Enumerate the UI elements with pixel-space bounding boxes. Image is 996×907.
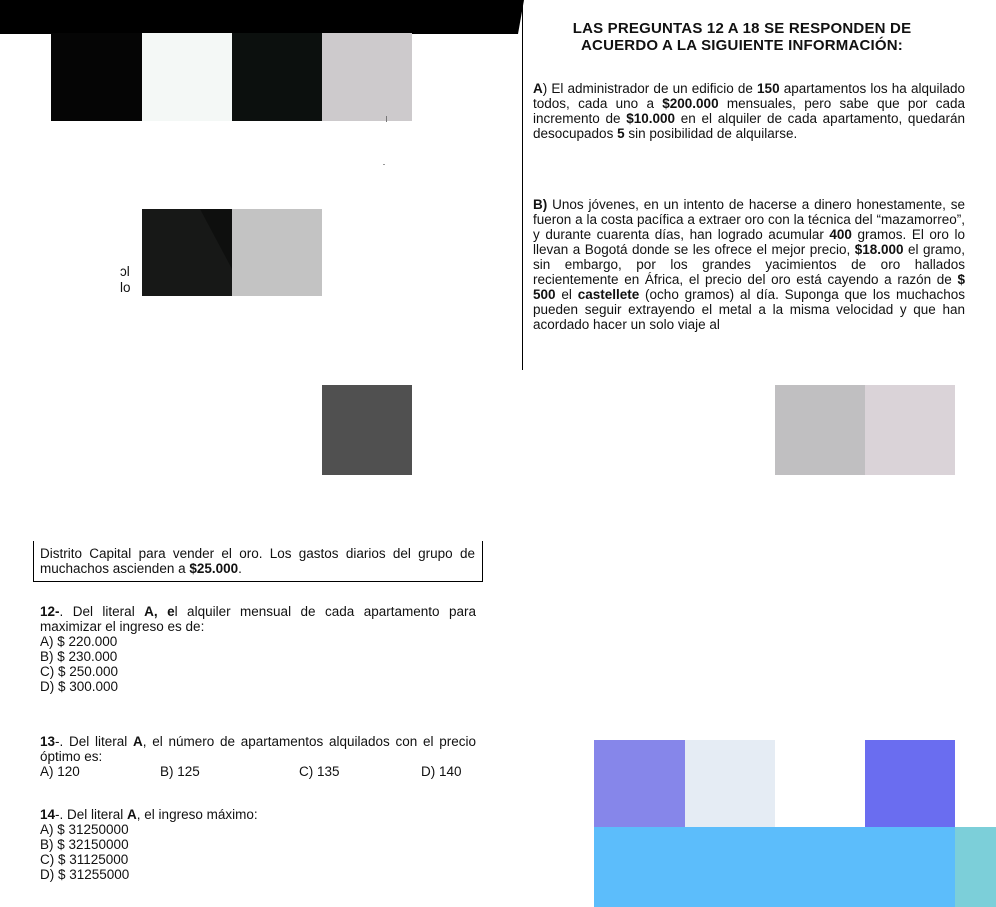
tile-dark xyxy=(232,33,322,121)
tile-silver xyxy=(775,385,865,475)
scan-mark xyxy=(386,116,387,122)
top-black-band xyxy=(0,0,530,34)
question-12-stem: 12-. Del literal A, el alquiler mensual de cada apartamento para maximizar el ingreso es de: xyxy=(40,604,476,634)
paragraph-b: B) Unos jóvenes, en un intento de hacerse a dinero honestamente, se fueron a la costa pacífica a extraer oro con la técnica del “mazamorreo”, y durante cuarenta días, han logrado acumular 400 gramos. El oro lo llevan a Bogotá donde se les ofrece el mejor precio, $18.000 el gramo, sin embargo, por los grandes yacimientos de oro hallados recientemente en África, el precio del oro está cayendo a razón de $ 500 el castellete (ocho gramos) al día. Suponga que los muchachos pueden seguir extrayendo el metal a la misma velocidad y que han acordado hacer un solo viaje al xyxy=(533,197,965,332)
scan-dot xyxy=(383,164,385,165)
paragraph-b-continued: Distrito Capital para vender el oro. Los gastos diarios del grupo de muchachos ascienden a $25.000. xyxy=(40,546,475,576)
tile-mid-gray xyxy=(322,385,412,475)
question-13 xyxy=(40,734,476,780)
option-12-c[interactable]: C) $ 250.000 xyxy=(40,664,119,679)
tile-pale-blue xyxy=(685,740,775,828)
tile-pink-gray xyxy=(865,385,955,475)
label-a: A xyxy=(533,81,543,96)
option-12-b[interactable]: B) $ 230.000 xyxy=(40,649,118,664)
option-13-a[interactable]: A) 120 xyxy=(40,764,80,779)
tile-violet xyxy=(594,740,685,828)
option-13-c[interactable]: C) 135 xyxy=(299,764,340,779)
question-14 xyxy=(40,807,476,882)
option-13-b[interactable]: B) 125 xyxy=(160,764,200,779)
option-14-b[interactable]: B) $ 32150000 xyxy=(40,837,129,852)
continuation-box-left-border xyxy=(33,541,34,582)
side-fragment-2: lo xyxy=(120,280,131,295)
info-title-line1: LAS PREGUNTAS 12 A 18 SE RESPONDEN DE xyxy=(572,20,912,37)
tile-gray xyxy=(322,33,412,121)
option-14-a[interactable]: A) $ 31250000 xyxy=(40,822,129,837)
tile-sky-wide xyxy=(594,827,955,907)
tile-teal xyxy=(955,827,996,907)
option-12-d[interactable]: D) $ 300.000 xyxy=(40,679,119,694)
option-14-d[interactable]: D) $ 31255000 xyxy=(40,867,130,882)
tile-dark-diagonal xyxy=(142,209,232,296)
tile-light-gray xyxy=(232,209,322,296)
question-12 xyxy=(40,604,476,694)
tile-black xyxy=(51,33,142,121)
option-12-a[interactable]: A) $ 220.000 xyxy=(40,634,118,649)
side-fragment-1: ɔl xyxy=(120,264,130,279)
option-13-d[interactable]: D) 140 xyxy=(421,764,462,779)
tile-white xyxy=(142,33,232,121)
info-box-border xyxy=(522,0,523,370)
continuation-box-bottom-border xyxy=(33,581,483,582)
paragraph-a: A) El administrador de un edificio de 150 apartamentos los ha alquilado todos, cada uno a $200.000 mensuales, pero sabe que por cada incremento de $10.000 en el alquiler de cada apartamento, quedarán desocupados 5 sin posibilidad de alquilarse. xyxy=(533,81,965,141)
option-14-c[interactable]: C) $ 31125000 xyxy=(40,852,129,867)
question-14-stem: 14-. Del literal A, el ingreso máximo: xyxy=(40,807,258,822)
info-title xyxy=(530,20,954,54)
info-title-line2: ACUERDO A LA SIGUIENTE INFORMACIÓN: xyxy=(581,37,903,54)
label-b: B) xyxy=(533,197,548,212)
continuation-box-right-border xyxy=(482,541,483,582)
tile-blue xyxy=(865,740,955,828)
question-13-stem: 13-. Del literal A, el número de apartamentos alquilados con el precio óptimo es: xyxy=(40,734,476,764)
